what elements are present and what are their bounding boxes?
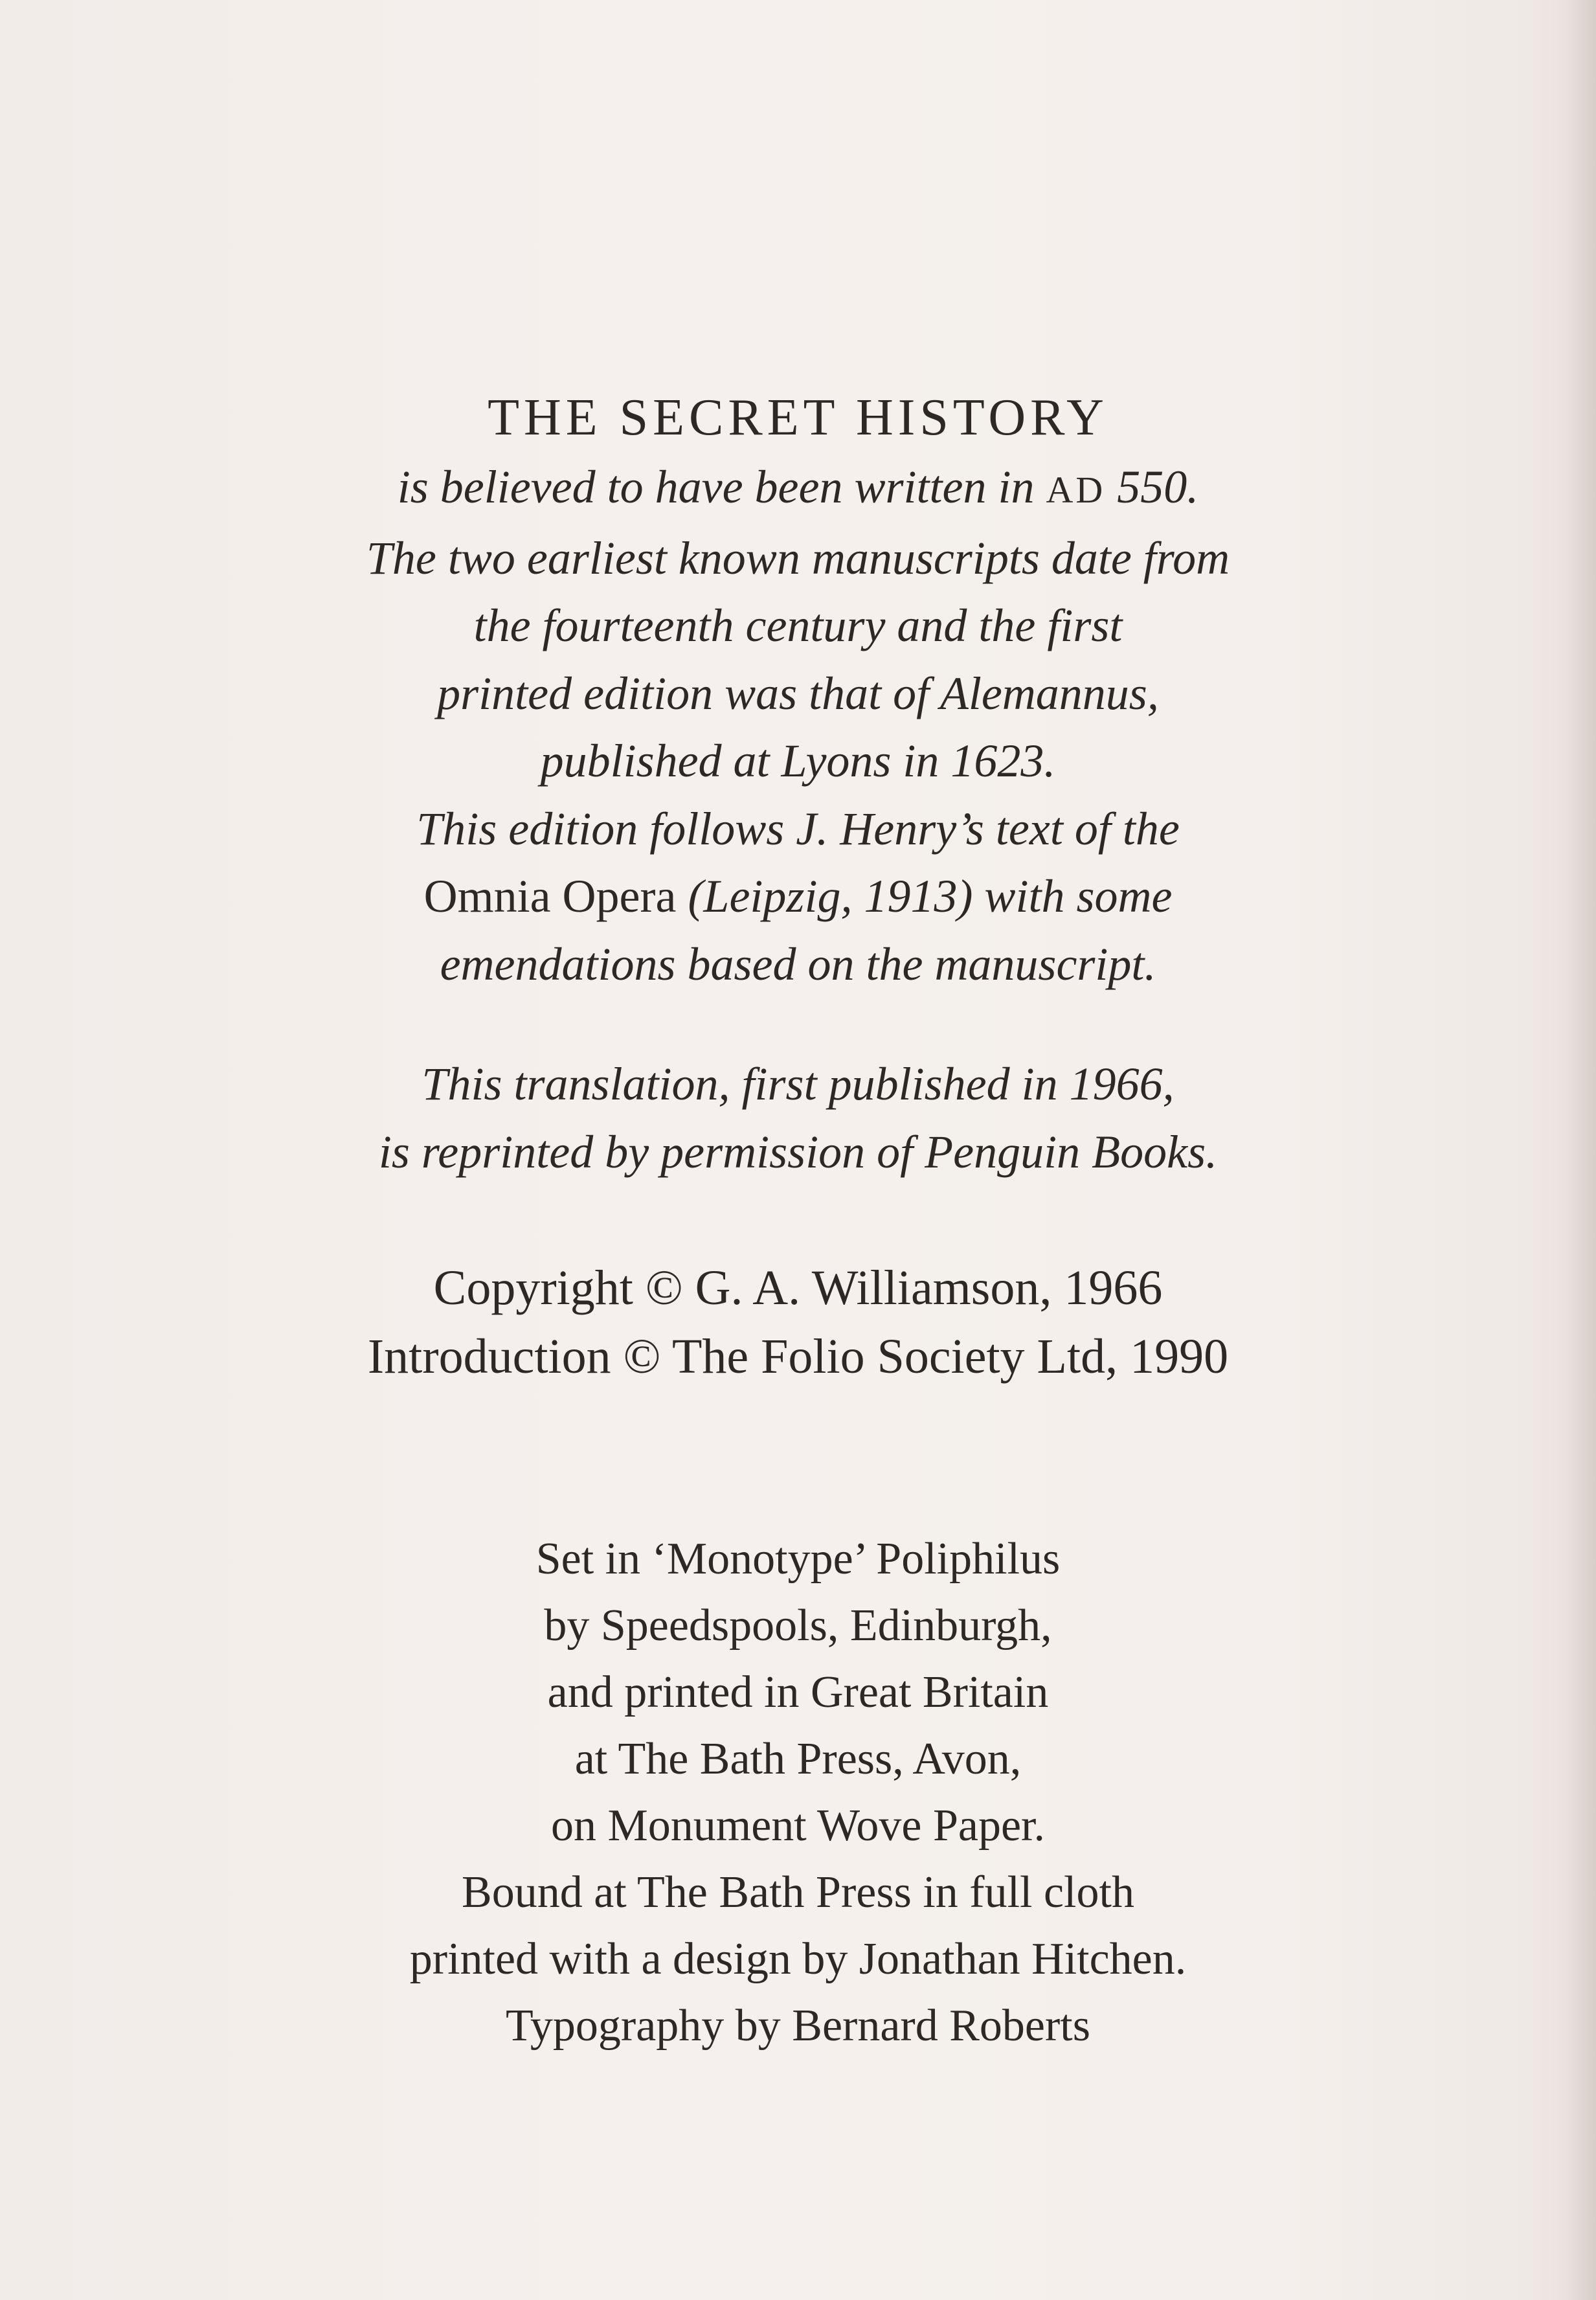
colophon-line: and printed in Great Britain	[547, 1667, 1049, 1717]
history-line-4: printed edition was that of Alemannus,	[437, 667, 1159, 719]
history-line-5: published at Lyons in 1623.	[540, 735, 1056, 787]
colophon-line: by Speedspools, Edinburgh,	[544, 1601, 1052, 1651]
colophon-line: Set in ‘Monotype’ Poliphilus	[535, 1534, 1061, 1584]
reprint-note	[0, 1050, 1596, 1186]
copyright-line-1: Copyright © G. A. Williamson, 1966	[433, 1261, 1163, 1315]
history-line-1-year: 550.	[1117, 461, 1199, 513]
history-line-1-prefix: is believed to have been written in	[397, 461, 1035, 513]
book-title: THE SECRET HISTORY	[488, 389, 1108, 446]
copyright-block	[0, 1254, 1596, 1391]
colophon-line: at The Bath Press, Avon,	[574, 1734, 1022, 1784]
reprint-line-2: is reprinted by permission of Penguin Books.	[378, 1125, 1218, 1178]
history-line-2: The two earliest known manuscripts date from	[366, 532, 1230, 584]
colophon-line: on Monument Wove Paper.	[551, 1801, 1045, 1851]
colophon-line: Bound at The Bath Press in full cloth	[462, 1867, 1134, 1917]
history-line-7-roman: Omnia Opera	[423, 870, 677, 922]
colophon-block	[0, 1526, 1596, 2059]
reprint-line-1: This translation, first published in 1966,	[421, 1058, 1175, 1110]
colophon-line: Typography by Bernard Roberts	[506, 2001, 1090, 2051]
history-line-1	[0, 453, 1596, 524]
history-line-7-italic: (Leipzig, 1913) with some	[688, 870, 1173, 922]
history-line-6: This edition follows J. Henry’s text of the	[416, 802, 1180, 855]
history-line-1-era: AD	[1046, 469, 1106, 511]
colophon-line: printed with a design by Jonathan Hitchen.	[409, 1934, 1187, 1984]
history-line-7	[0, 862, 1596, 930]
history-line-3: the fourteenth century and the first	[473, 600, 1123, 651]
history-line-8: emendations based on the manuscript.	[440, 938, 1156, 990]
copyright-line-2: Introduction © The Folio Society Ltd, 1990	[367, 1329, 1229, 1384]
title-block	[0, 382, 1596, 998]
